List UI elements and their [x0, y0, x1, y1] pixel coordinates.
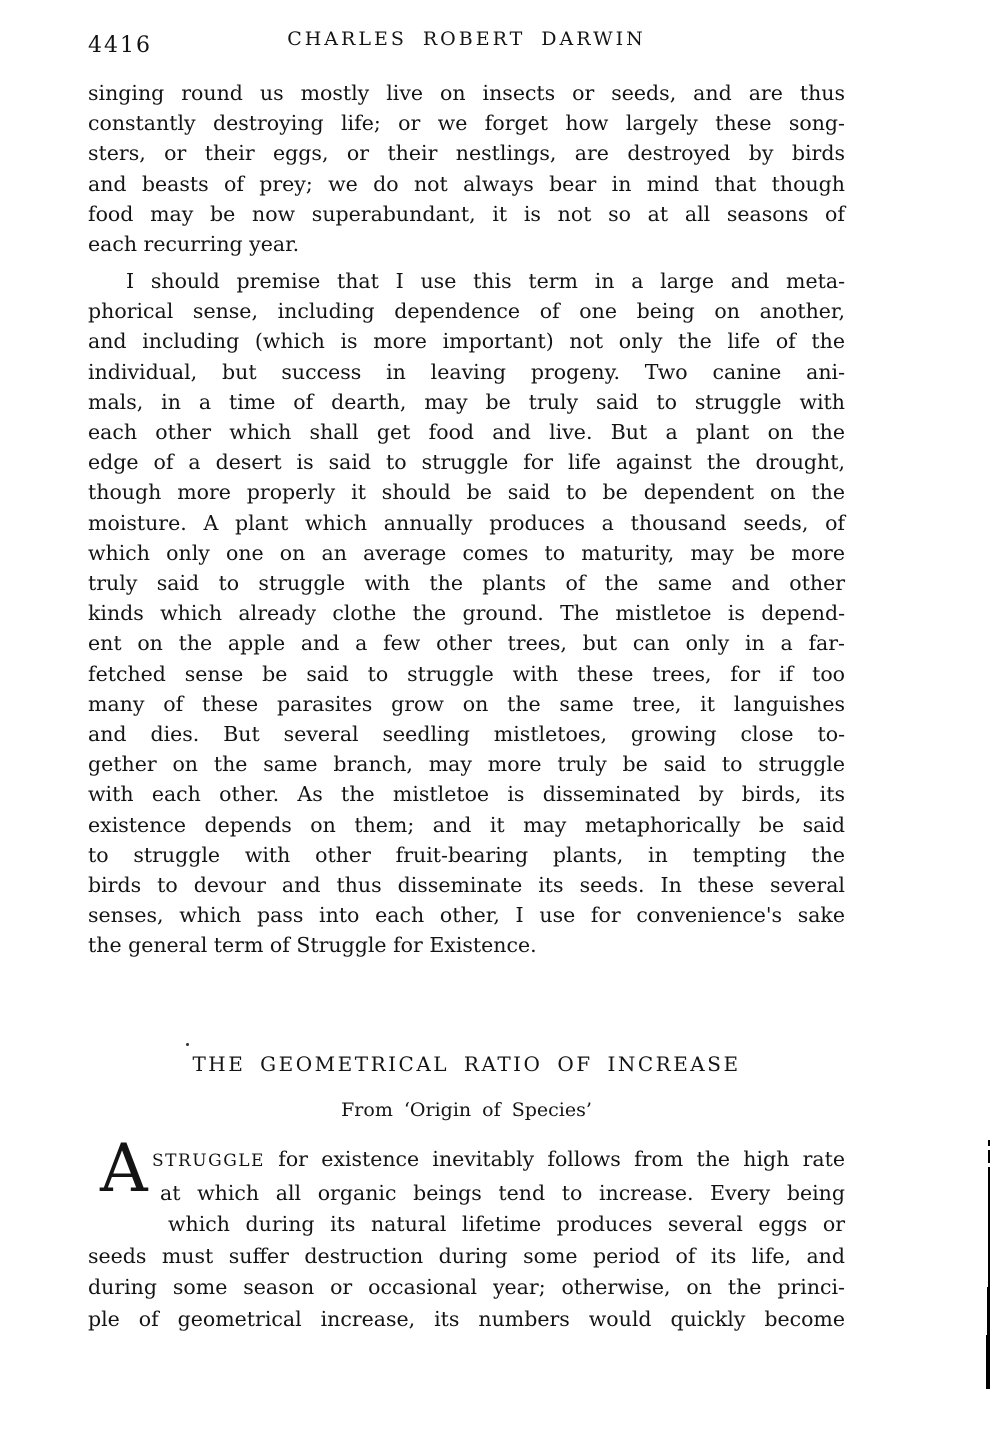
- text-line: edge of a desert is said to struggle for life against the drought,: [88, 450, 845, 475]
- text-line: food may be now superabundant, it is not so at all seasons of: [88, 201, 845, 226]
- text-line: with each other. As the mistletoe is disseminated by birds, its: [88, 782, 845, 807]
- text-line: phorical sense, including dependence of one being on another,: [88, 299, 845, 324]
- paragraph-lines: [88, 296, 845, 930]
- text-line: truly said to struggle with the plants of the same and other: [88, 571, 845, 596]
- scan-artifact-line: [988, 1140, 990, 1146]
- opening-dropcap-paragraph: [88, 1130, 845, 1335]
- text-line: each recurring year.: [88, 232, 300, 257]
- text-line: to struggle with other fruit-bearing plants, in tempting the: [88, 842, 845, 867]
- running-title: CHARLES ROBERT DARWIN: [287, 28, 646, 50]
- text-line: ent on the apple and a few other trees, but can only in a far-: [88, 631, 845, 656]
- text-line: kinds which already clothe the ground. The mistletoe is depend-: [88, 601, 845, 626]
- text-line: [88, 1144, 845, 1178]
- scan-artifact-line: [986, 1335, 990, 1389]
- text-line: existence depends on them; and it may metaphorically be said: [88, 812, 845, 837]
- small-caps-lead: STRUGGLE: [152, 1151, 265, 1171]
- text-line: mals, in a time of dearth, may be truly said to struggle with: [88, 389, 845, 414]
- drop-cap-letter: A: [100, 1130, 148, 1207]
- text-line: individual, but success in leaving progeny. Two canine ani-: [88, 359, 845, 384]
- paragraph-continuation: [88, 78, 845, 259]
- text-line: and dies. But several seedling mistletoes, growing close to-: [88, 722, 845, 747]
- text-line: constantly destroying life; or we forget how largely these song-: [88, 111, 845, 136]
- scan-artifact-line: [987, 1287, 990, 1337]
- page-number: 4416: [88, 33, 152, 58]
- text-line: fetched sense be said to struggle with these trees, for if too: [88, 661, 845, 686]
- text-line: senses, which pass into each other, I use for convenience's sake: [88, 903, 845, 928]
- text-line: singing round us mostly live on insects or seeds, and are thus: [88, 81, 845, 105]
- text-line: though more properly it should be said to be dependent on the: [88, 480, 845, 505]
- text-line: birds to devour and thus disseminate its seeds. In these several: [88, 873, 845, 898]
- text-line: moisture. A plant which annually produces a thousand seeds, of: [88, 510, 845, 535]
- text-line: many of these parasites grow on the same tree, it languishes: [88, 691, 845, 716]
- text-line: sters, or their eggs, or their nestlings, are destroyed by birds: [88, 141, 845, 166]
- scan-artifact-line: [988, 1167, 990, 1289]
- text-line: gether on the same branch, may more truly be said to struggle: [88, 752, 845, 777]
- scan-speck: [186, 1043, 189, 1046]
- scan-artifact-line: [988, 1150, 990, 1163]
- text-line: ple of geometrical increase, its numbers would quickly become: [88, 1306, 845, 1331]
- text-line: which during its natural lifetime produces several eggs or: [168, 1212, 845, 1236]
- paragraph-lines: [88, 78, 845, 229]
- text-line: I should premise that I use this term in a large and meta-: [126, 269, 845, 293]
- section-source-line: From ‘Origin of Species’: [341, 1099, 592, 1121]
- text-line: at which all organic beings tend to increase. Every being: [160, 1180, 845, 1205]
- text-line: during some season or occasional year; otherwise, on the princi-: [88, 1275, 845, 1299]
- text-line: which only one on an average comes to maturity, may be more: [88, 540, 845, 565]
- text-line-rest: for existence inevitably follows from the high rate: [278, 1147, 845, 1171]
- paragraph-struggle-term: [88, 266, 845, 961]
- section-title: THE GEOMETRICAL RATIO OF INCREASE: [192, 1052, 741, 1076]
- text-line: seeds must suffer destruction during some period of its life, and: [88, 1243, 845, 1268]
- text-line: and including (which is more important) not only the life of the: [88, 329, 845, 354]
- page-header: [88, 28, 845, 58]
- text-line: and beasts of prey; we do not always bear in mind that though: [88, 171, 845, 196]
- text-line: each other which shall get food and live. But a plant on the: [88, 420, 845, 445]
- text-line: the general term of Struggle for Existence.: [88, 933, 537, 958]
- paragraph-lines: [88, 1241, 845, 1336]
